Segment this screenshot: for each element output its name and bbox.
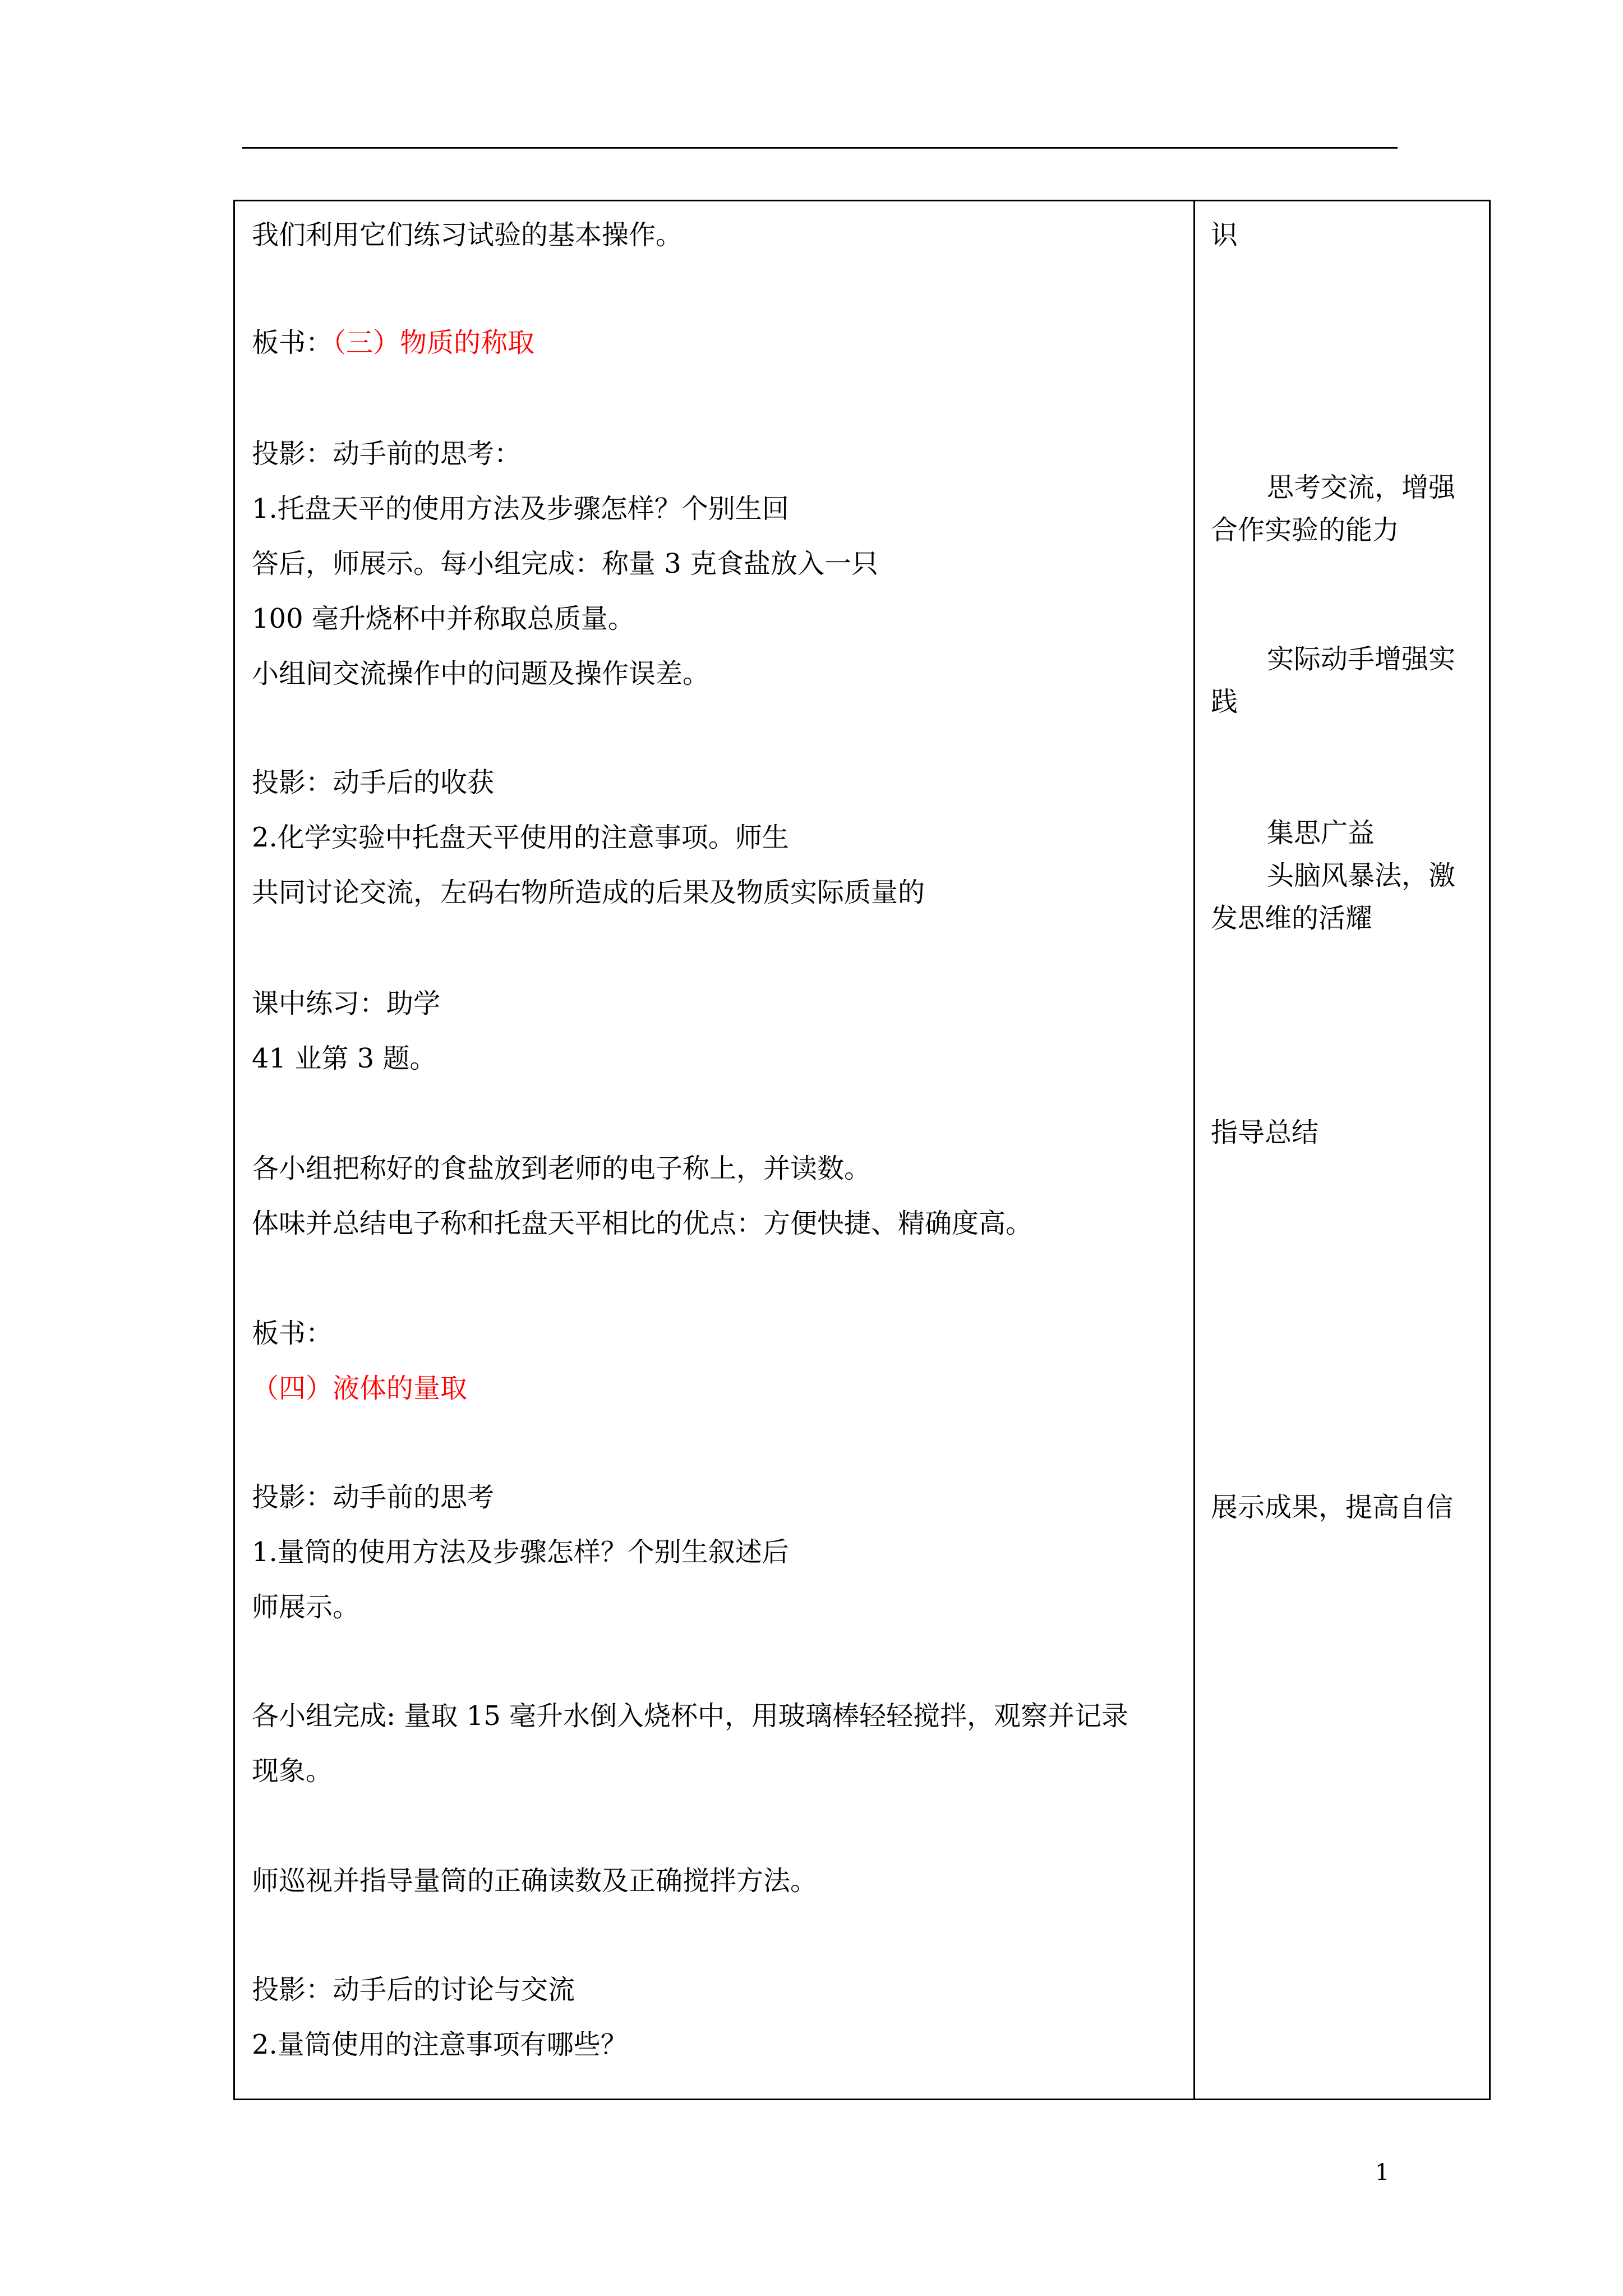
intent-line: 发思维的活耀 — [1211, 903, 1373, 934]
text-line: 41 业第 3 题。 — [252, 1043, 437, 1074]
text-line: 投影：动手后的讨论与交流 — [252, 1974, 575, 2005]
lesson-table — [233, 200, 1491, 2100]
text-line: 板书： — [252, 1318, 333, 1349]
text-line: 现象。 — [252, 1755, 333, 1787]
intent-line: 识 — [1211, 219, 1238, 251]
text-line: 投影：动手后的收获 — [252, 767, 495, 798]
intent-line: 践 — [1211, 686, 1238, 717]
text-line: 2.量筒使用的注意事项有哪些？ — [252, 2029, 628, 2060]
intent-line: 指导总结 — [1211, 1117, 1319, 1148]
board-title-weighing: （三）物质的称取 — [333, 327, 535, 358]
text-line: 共同讨论交流，左码右物所造成的后果及物质实际质量的 — [252, 877, 925, 908]
text-line: 各小组把称好的食盐放到老师的电子称上，并读数。 — [252, 1153, 872, 1184]
text-line: 1.托盘天平的使用方法及步骤怎样？个别生回 — [252, 493, 789, 524]
header-rule — [242, 147, 1398, 149]
text-line: 100 毫升烧杯中并称取总质量。 — [252, 603, 635, 634]
board-heading-line — [252, 326, 534, 360]
page-number: 1 — [1375, 2160, 1390, 2185]
text-line: 各小组完成: 量取 15 毫升水倒入烧杯中，用玻璃棒轻轻搅拌，观察并记录 — [252, 1700, 1129, 1732]
column-divider — [1193, 201, 1195, 2099]
text-line: 我们利用它们练习试验的基本操作。 — [252, 219, 683, 251]
intent-line: 集思广益 — [1267, 817, 1375, 849]
text-line: 投影：动手前的思考： — [252, 438, 522, 470]
text-line: 师巡视并指导量筒的正确读数及正确搅拌方法。 — [252, 1865, 818, 1897]
intent-line: 展示成果，提高自信 — [1211, 1492, 1454, 1523]
text-line: 小组间交流操作中的问题及操作误差。 — [252, 658, 710, 689]
intent-line: 思考交流，增强 — [1267, 472, 1456, 503]
text-line: 2.化学实验中托盘天平使用的注意事项。师生 — [252, 822, 789, 853]
text-line: 体味并总结电子称和托盘天平相比的优点：方便快捷、精确度高。 — [252, 1208, 1033, 1239]
intent-line: 头脑风暴法，激 — [1267, 860, 1456, 891]
text-line: 投影：动手前的思考 — [252, 1481, 495, 1513]
text-line: 答后，师展示。每小组完成：称量 3 克食盐放入一只 — [252, 548, 879, 579]
intent-line: 合作实验的能力 — [1211, 514, 1400, 546]
board-title-measuring: （四）液体的量取 — [252, 1373, 468, 1404]
text-line: 1.量筒的使用方法及步骤怎样？个别生叙述后 — [252, 1536, 789, 1568]
text-line: 师展示。 — [252, 1591, 360, 1623]
board-label: 板书： — [252, 327, 333, 358]
text-line: 课中练习：助学 — [252, 988, 441, 1019]
intent-line: 实际动手增强实 — [1267, 643, 1456, 675]
